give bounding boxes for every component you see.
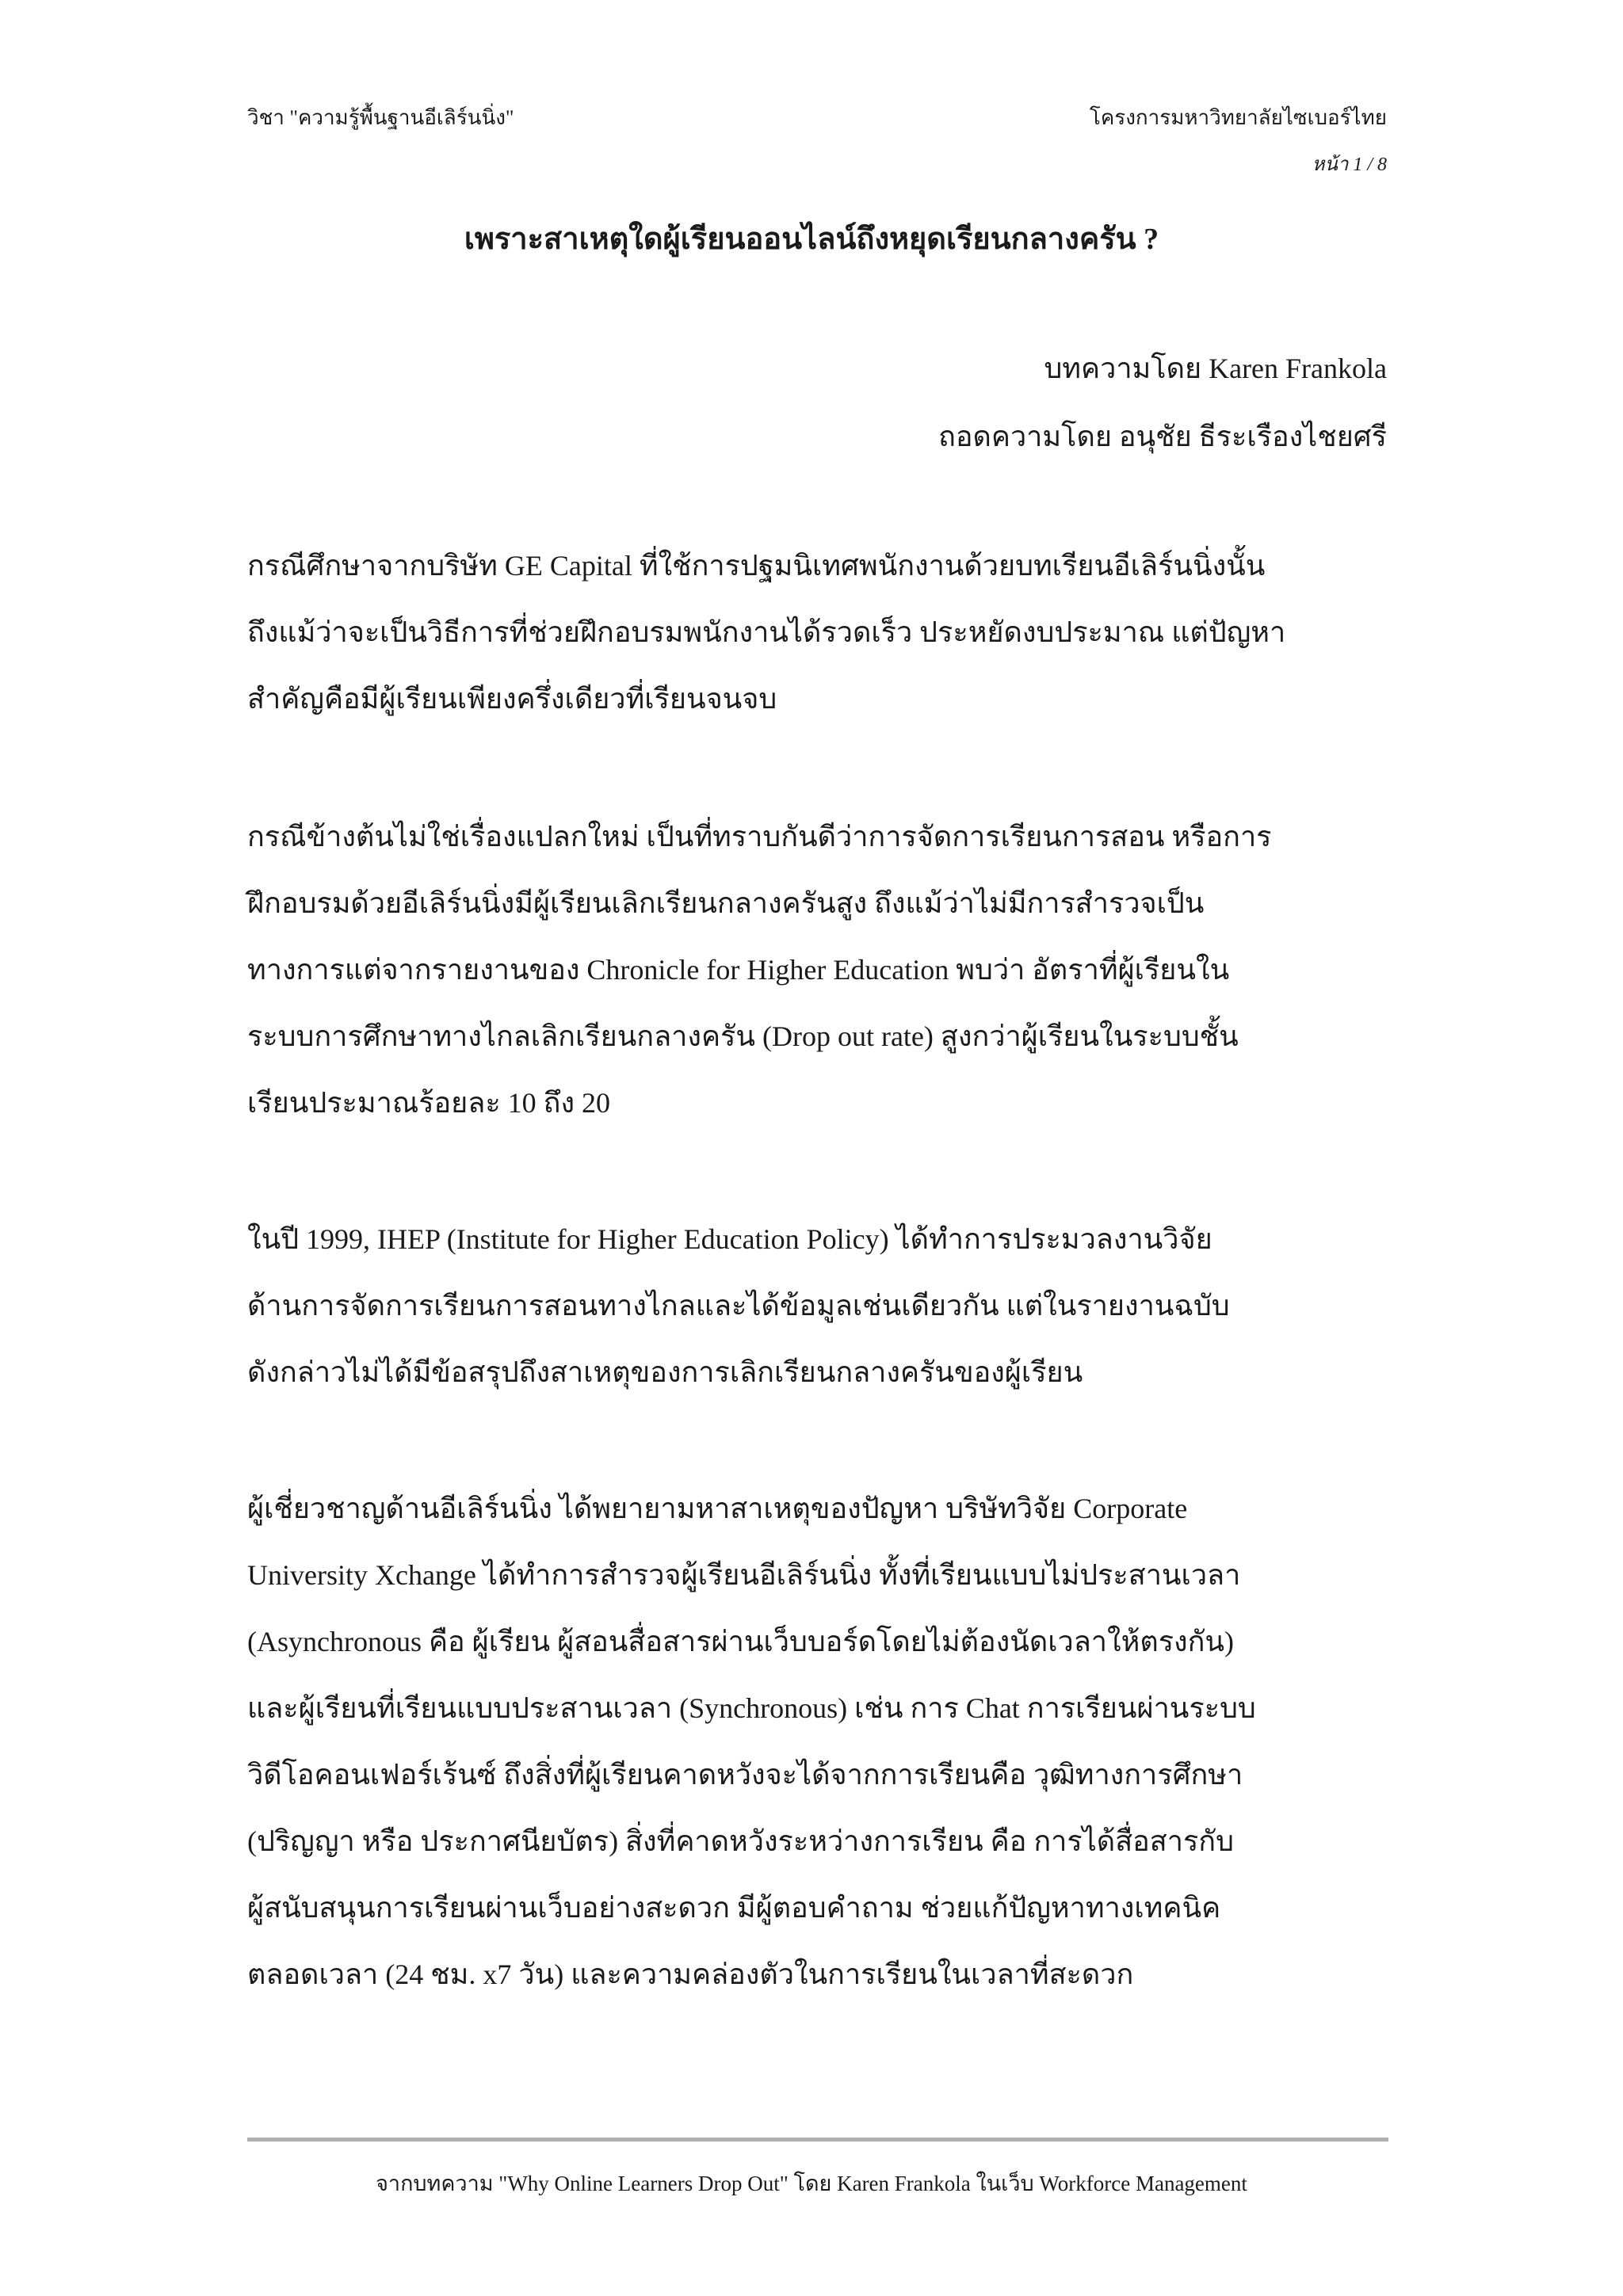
paragraph-line: ในปี 1999, IHEP (Institute for Higher Education Policy) ได้ทำการประมวลงานวิจัย	[247, 1223, 1212, 1255]
paragraph-line: ถึงแม้ว่าจะเป็นวิธีการที่ช่วยฝึกอบรมพนักงานได้รวดเร็ว ประหยัดงบประมาณ แต่ปัญหา	[247, 616, 1286, 648]
paragraph-line: ผู้เชี่ยวชาญด้านอีเลิร์นนิ่ง ได้พยายามหาสาเหตุของปัญหา บริษัทวิจัย Corporate	[247, 1493, 1188, 1524]
paragraph-line: วิดีโอคอนเฟอร์เร้นซ์ ถึงสิ่งที่ผู้เรียนคาดหวังจะได้จากการเรียนคือ วุฒิทางการศึกษา	[247, 1759, 1243, 1791]
paragraph-line: ดังกล่าวไม่ได้มีข้อสรุปถึงสาเหตุของการเลิกเรียนกลางครันของผู้เรียน	[247, 1356, 1083, 1388]
header-project-name: โครงการมหาวิทยาลัยไซเบอร์ไทย	[1089, 106, 1387, 129]
translator-byline: ถอดความโดย อนุชัย ธีระเรืองไชยศรี	[938, 421, 1387, 452]
article-title: เพราะสาเหตุใดผู้เรียนออนไลน์ถึงหยุดเรียนกลางครัน ?	[464, 223, 1159, 256]
page-number: หน้า 1 / 8	[1312, 154, 1387, 175]
paragraph-line: กรณีข้างต้นไม่ใช่เรื่องแปลกใหม่ เป็นที่ทราบกันดีว่าการจัดการเรียนการสอน หรือการ	[247, 821, 1272, 852]
author-byline: บทความโดย Karen Frankola	[1044, 353, 1387, 384]
paragraph-line: (Asynchronous คือ ผู้เรียน ผู้สอนสื่อสารผ่านเว็บบอร์ดโดยไม่ต้องนัดเวลาให้ตรงกัน)	[247, 1626, 1235, 1657]
paragraph-line: ด้านการจัดการเรียนการสอนทางไกลและได้ข้อมูลเช่นเดียวกัน แต่ในรายงานฉบับ	[247, 1290, 1230, 1322]
paragraph-line: กรณีศึกษาจากบริษัท GE Capital ที่ใช้การปฐมนิเทศพนักงานด้วยบทเรียนอีเลิร์นนิ่งนั้น	[247, 550, 1266, 582]
paragraph-line: University Xchange ได้ทำการสำรวจผู้เรียนอีเลิร์นนิ่ง ทั้งที่เรียนแบบไม่ประสานเวลา	[247, 1559, 1241, 1591]
paragraph-line: และผู้เรียนที่เรียนแบบประสานเวลา (Synchronous) เช่น การ Chat การเรียนผ่านระบบ	[247, 1692, 1256, 1724]
footer-divider	[247, 2138, 1388, 2142]
footer-source-note: จากบทความ "Why Online Learners Drop Out" โดย Karen Frankola ในเว็บ Workforce Management	[376, 2172, 1247, 2195]
paragraph-line: ผู้สนับสนุนการเรียนผ่านเว็บอย่างสะดวก มีผู้ตอบคำถาม ช่วยแก้ปัญหาทางเทคนิค	[247, 1892, 1221, 1924]
paragraph-line: สำคัญคือมีผู้เรียนเพียงครึ่งเดียวที่เรียนจนจบ	[247, 683, 777, 715]
paragraph-line: (ปริญญา หรือ ประกาศนียบัตร) สิ่งที่คาดหวังระหว่างการเรียน คือ การได้สื่อสารกับ	[247, 1825, 1234, 1857]
paragraph-line: เรียนประมาณร้อยละ 10 ถึง 20	[247, 1087, 611, 1119]
paragraph-line: ตลอดเวลา (24 ชม. x7 วัน) และความคล่องตัวในการเรียนในเวลาที่สะดวก	[247, 1958, 1134, 1990]
paragraph-line: ระบบการศึกษาทางไกลเลิกเรียนกลางครัน (Drop out rate) สูงกว่าผู้เรียนในระบบชั้น	[247, 1020, 1239, 1052]
paragraph-line: ทางการแต่จากรายงานของ Chronicle for Higher Education พบว่า อัตราที่ผู้เรียนใน	[247, 954, 1230, 986]
header-course-name: วิชา "ความรู้พื้นฐานอีเลิร์นนิ่ง"	[247, 106, 514, 129]
paragraph-line: ฝึกอบรมด้วยอีเลิร์นนิ่งมีผู้เรียนเลิกเรียนกลางครันสูง ถึงแม้ว่าไม่มีการสำรวจเป็น	[247, 887, 1205, 919]
